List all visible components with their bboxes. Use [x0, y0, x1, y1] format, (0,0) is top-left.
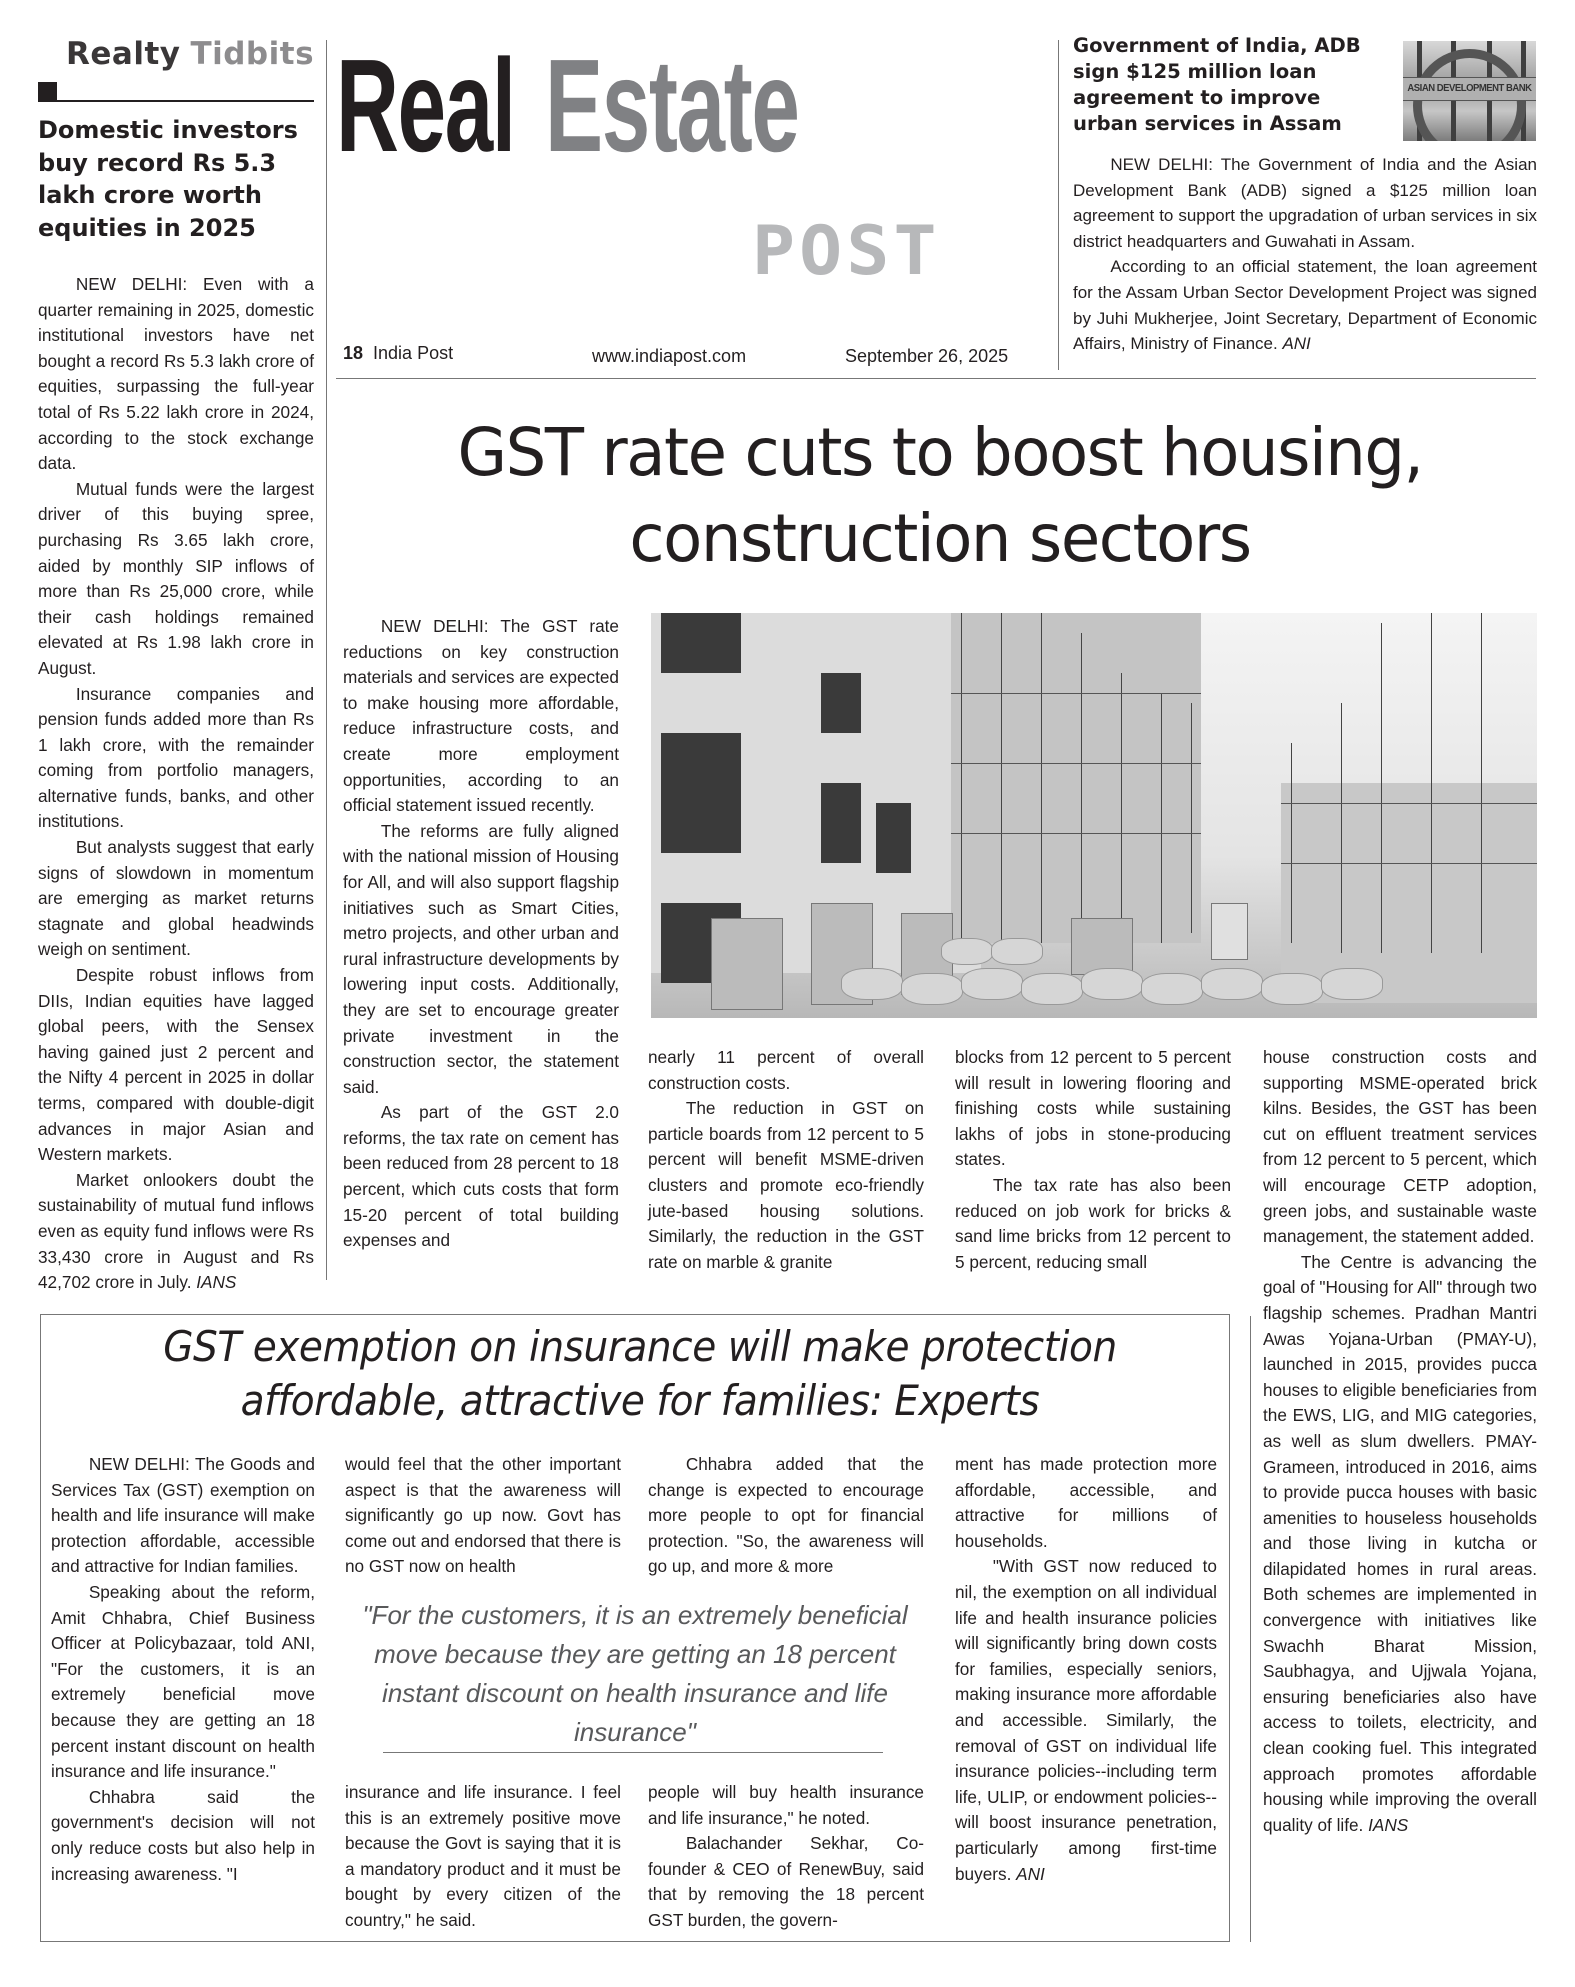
paragraph — [1073, 254, 1537, 356]
paragraph — [38, 1168, 314, 1296]
insurance-article-column-2-top — [345, 1452, 621, 1580]
adb-article-body — [1073, 152, 1537, 357]
adb-building-photo — [1403, 41, 1536, 141]
insurance-article-column-3-bottom — [648, 1780, 924, 1934]
article-credit: ANI — [1016, 1863, 1045, 1884]
paragraph: nearly 11 percent of overall construction costs. — [648, 1047, 924, 1093]
photo-cement-bag — [1141, 973, 1203, 1005]
insurance-article-column-2-bottom — [345, 1780, 621, 1934]
photo-scaffold — [1341, 703, 1342, 953]
adb-logo-text: ASIAN DEVELOPMENT BANK — [1407, 83, 1532, 94]
photo-window — [821, 673, 861, 733]
photo-brick-stack — [711, 918, 783, 1010]
paragraph-text: Market onlookers doubt the sustainability of mutual fund inflows even as equity fund inflows were Rs 33,430 crore in August and Rs 42,702 crore in July. — [38, 1169, 314, 1293]
photo-excavator — [1211, 903, 1248, 960]
photo-scaffold — [1281, 803, 1537, 804]
insurance-headline: GST exemption on insurance will make protection affordable, attractive for families: Experts — [163, 1322, 1117, 1425]
photo-cement-bag — [1261, 973, 1323, 1005]
photo-cement-bag — [1021, 973, 1083, 1005]
paragraph: The reforms are fully aligned with the national mission of Housing for All, and will also support flagship initiatives such as Smart Cities, metro projects, and other urban and rural infrastructure developments by lowering input costs. Additionally, they are set to encourage greater private investment in the construction sector, the statement said. — [343, 820, 619, 1097]
section-title-light: Tidbits — [190, 36, 315, 72]
section-rule — [38, 100, 314, 102]
issue-date: September 26, 2025 — [845, 346, 1009, 366]
paragraph: ment has made protection more affordable, accessible, and attractive for millions of households. — [955, 1454, 1217, 1551]
page-number: 18 — [343, 343, 364, 363]
adb-logo-band — [1403, 77, 1536, 101]
insurance-article-column-1 — [51, 1452, 315, 1887]
masthead-rule — [336, 378, 1536, 379]
paragraph: insurance and life insurance. I feel this is an extremely positive move because the Govt is saying that it is a mandatory product and it must be bought by every citizen of the country," he said. — [345, 1782, 621, 1930]
photo-brick-stack — [1071, 918, 1133, 975]
paragraph: The reduction in GST on particle boards from 12 percent to 5 percent will benefit MSME-driven clusters and promote eco-friendly jute-based housing solutions. Similarly, the reduction in the GST rate on marble & granite — [648, 1098, 924, 1272]
photo-cement-bag — [1201, 968, 1263, 1000]
paragraph: Insurance companies and pension funds added more than Rs 1 lakh crore, with the remainder coming from portfolio managers, alternative funds, banks, and other institutions. — [38, 683, 314, 832]
paragraph-text: According to an official statement, the loan agreement for the Assam Urban Sector Development Project was signed by Juhi Mukherjee, Joint Secretary, Department of Economic Affairs, Ministry of Finance. — [1073, 257, 1537, 354]
website-link[interactable]: www.indiapost.com — [592, 346, 747, 366]
paragraph: would feel that the other important aspect is that the awareness will significantly go up now. Govt has come out and endorsed that there is no GST now on health — [345, 1454, 621, 1577]
tidbits-headline: Domestic investors buy record Rs 5.3 lakh crore worth equities in 2025 — [38, 116, 298, 242]
masthead-title-estate: Estate — [545, 32, 799, 179]
paragraph — [1263, 1250, 1537, 1839]
pull-quote-rule — [383, 1752, 883, 1753]
paragraph: Despite robust inflows from DIIs, Indian equities have lagged global peers, with the Sensex having gained just 2 percent and the Nifty 4 percent in 2025 in dollar terms, compared with double-digit advances in major Asian and Western markets. — [38, 965, 314, 1165]
photo-building — [951, 613, 1201, 943]
photo-scaffold — [1291, 743, 1292, 943]
gst-article-column-2 — [648, 1045, 924, 1275]
photo-window — [661, 613, 741, 673]
photo-scaffold — [951, 763, 1201, 764]
photo-scaffold — [1281, 863, 1537, 864]
photo-scaffold — [1081, 633, 1082, 943]
photo-cement-bag — [991, 938, 1043, 965]
paragraph: NEW DELHI: The GST rate reductions on key construction materials and services are expected to make housing more affordable, reduce infrastructure costs, and create more employment opportunities, according to an official statement issued recently. — [343, 616, 619, 816]
photo-scaffold — [1041, 613, 1042, 943]
paragraph: blocks from 12 percent to 5 percent will result in lowering flooring and finishing costs while sustaining lakhs of jobs in stone-producing states. — [955, 1047, 1231, 1170]
paragraph: house construction costs and supporting MSME-operated brick kilns. Besides, the GST has been cut on effluent treatment services from 12 percent to 5 percent, which will encourage CETP adoption, green jobs, and sustainable waste management, the statement added. — [1263, 1047, 1537, 1247]
article-credit: IANS — [1368, 1814, 1409, 1835]
photo-window — [661, 733, 741, 853]
photo-scaffold — [1191, 703, 1192, 933]
photo-scaffold — [1121, 673, 1122, 943]
paragraph: NEW DELHI: The Goods and Services Tax (GST) exemption on health and life insurance will make protection affordable, accessible and attractive for Indian families. — [51, 1454, 315, 1577]
main-headline: GST rate cuts to boost housing, construction sectors — [457, 414, 1423, 577]
photo-cement-bag — [901, 973, 963, 1005]
article-credit: ANI — [1282, 334, 1311, 354]
paragraph: Mutual funds were the largest driver of this buying spree, purchasing Rs 3.65 lakh crore, aided by monthly SIP inflows of more than Rs 25,000 crore, while their cash holdings remained elevated at Rs 1.98 lakh crore in August. — [38, 478, 314, 678]
tidbits-article-body — [38, 272, 314, 1296]
paragraph: The tax rate has also been reduced on job work for bricks & sand lime bricks from 12 percent to 5 percent, reducing small — [955, 1174, 1231, 1272]
pull-quote: "For the customers, it is an extremely beneficial move because they are getting an 18 percent instant discount on health insurance and life insurance" — [362, 1600, 908, 1747]
gst-article-column-3 — [955, 1045, 1231, 1275]
photo-scaffold — [951, 833, 1201, 834]
paragraph-text: The Centre is advancing the goal of "Housing for All" through two flagship schemes. Pradhan Mantri Awas Yojana-Urban (PMAY-U), launched in 2015, provides pucca houses to eligible beneficiaries from the EWS, LIG, and MIG categories, as well as slum dwellers. PMAY-Grameen, introduced in 2016, aims to provide pucca houses with basic amenities to houseless households and those living in kutcha or dilapidated homes in rural areas. Both schemes are implemented in convergence with initiatives like Swachh Bharat Mission, Saubhagya, and Ujjwala Yojana, ensuring beneficiaries also have access to toilets, electricity, and clean cooking fuel. This integrated approach promotes affordable housing while improving the overall quality of life. — [1263, 1251, 1537, 1835]
publication-name: India Post — [373, 343, 454, 363]
column-rule — [1058, 40, 1059, 370]
photo-cement-bag — [841, 968, 903, 1000]
gst-article-column-4 — [1263, 1045, 1537, 1838]
photo-scaffold — [1001, 613, 1002, 943]
photo-scaffold — [1431, 613, 1432, 953]
paragraph-text: "With GST now reduced to nil, the exemption on all individual life and health insurance policies will significantly bring down costs for families, especially seniors, making insurance more affordable and accessible. Similarly, the removal of GST on individual life insurance policies--including term life, ULIP, or endowment policies--will boost insurance penetration, particularly among first-time buyers. — [955, 1556, 1217, 1884]
section-title-dark: Realty — [66, 36, 181, 72]
photo-cement-bag — [1321, 968, 1383, 1000]
paragraph: NEW DELHI: The Government of India and the Asian Development Bank (ADB) signed a $125 million loan agreement to support the upgradation of urban services in six district headquarters and Guwahati in Assam. — [1073, 155, 1537, 251]
photo-window — [821, 783, 861, 863]
masthead-title-post: POST — [752, 212, 941, 291]
column-rule — [1250, 1316, 1251, 1942]
photo-cement-bag — [1081, 968, 1143, 1000]
photo-scaffold — [951, 693, 1201, 694]
masthead-title-real: Real — [336, 32, 515, 179]
paragraph: Chhabra said the government's decision will not only reduce costs but also help in increasing awareness. "I — [51, 1786, 315, 1884]
insurance-article-column-4 — [955, 1452, 1217, 1887]
paragraph: As part of the GST 2.0 reforms, the tax rate on cement has been reduced from 28 percent to 18 percent, which cuts costs that form 15-20 percent of total building expenses and — [343, 1102, 619, 1251]
section-title — [66, 36, 314, 72]
paragraph — [955, 1554, 1217, 1887]
photo-building — [1281, 783, 1537, 1003]
adb-headline: Government of India, ADB sign $125 million loan agreement to improve urban services in Assam — [1073, 34, 1361, 135]
photo-window — [876, 803, 911, 873]
photo-scaffold — [1481, 613, 1482, 953]
paragraph: NEW DELHI: Even with a quarter remaining in 2025, domestic institutional investors have net bought a record Rs 5.3 lakh crore of equities, surpassing the full-year total of Rs 5.22 lakh crore in 2024, according to the stock exchange data. — [38, 274, 314, 474]
section-marker — [38, 82, 57, 101]
construction-site-photo — [651, 613, 1537, 1018]
paragraph: people will buy health insurance and life insurance," he noted. — [648, 1782, 924, 1828]
paragraph: Balachander Sekhar, Co-founder & CEO of RenewBuy, said that by removing the 18 percent GST burden, the govern- — [648, 1833, 924, 1930]
column-rule — [326, 40, 327, 1280]
folio — [343, 343, 453, 364]
paragraph: But analysts suggest that early signs of slowdown in momentum are emerging as market returns stagnate and global headwinds weigh on sentiment. — [38, 837, 314, 960]
gst-article-column-1 — [343, 614, 619, 1254]
photo-cement-bag — [961, 968, 1023, 1000]
photo-scaffold — [1161, 693, 1162, 943]
insurance-article-column-3-top — [648, 1452, 924, 1580]
paragraph: Speaking about the reform, Amit Chhabra, Chief Business Officer at Policybazaar, told ANI, "For the customers, it is an extremely beneficial move because they are getting an 18 percent instant discount on health insurance and life insurance." — [51, 1581, 315, 1782]
photo-scaffold — [1381, 623, 1382, 953]
paragraph: Chhabra added that the change is expected to encourage more people to opt for financial protection. "So, the awareness will go up, and more & more — [648, 1454, 924, 1577]
article-credit: IANS — [196, 1272, 237, 1293]
photo-cement-bag — [941, 938, 993, 965]
photo-scaffold — [961, 613, 962, 943]
